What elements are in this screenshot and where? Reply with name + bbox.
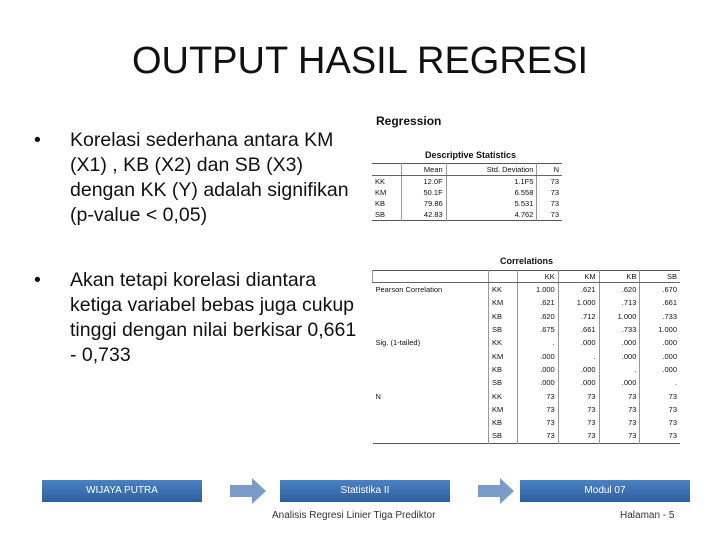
- column-header: [372, 164, 402, 176]
- table-cell: .620: [599, 283, 640, 297]
- table-cell: [373, 429, 489, 443]
- table-cell: 1.000: [517, 283, 558, 297]
- bullet-dot: •: [34, 269, 41, 291]
- table-cell: 1.1F5: [446, 176, 537, 188]
- page-number: Halaman - 5: [620, 510, 675, 521]
- table-cell: KK: [488, 389, 517, 402]
- bullet-item-2: [30, 268, 365, 368]
- footer-author: WIJAYA PUTRA: [86, 485, 158, 496]
- table-cell: KM: [488, 403, 517, 416]
- table-cell: .620: [517, 310, 558, 323]
- table-cell: Pearson Correlation: [375, 285, 443, 295]
- table-cell: .713: [599, 296, 640, 309]
- column-header: KM: [558, 271, 599, 283]
- table-row: [373, 336, 681, 349]
- table-cell: .: [517, 336, 558, 349]
- table-row: [372, 209, 562, 221]
- table-cell: [373, 363, 489, 376]
- table-cell: .661: [640, 296, 680, 309]
- footer-middle-box: [280, 480, 450, 502]
- table-row: [372, 187, 562, 198]
- table-cell: 73: [599, 403, 640, 416]
- table-cell: 73: [599, 416, 640, 429]
- table-row: [373, 349, 681, 362]
- table-cell: .000: [640, 336, 680, 349]
- table-cell: SB: [375, 210, 386, 219]
- table-cell: KM: [488, 296, 517, 309]
- table-row: [373, 416, 681, 429]
- footer-left-box: [42, 480, 202, 502]
- table-cell: 73: [517, 403, 558, 416]
- table-cell: 73: [640, 389, 680, 402]
- table-cell: .000: [517, 363, 558, 376]
- bullet-dot: •: [34, 129, 41, 151]
- table-row: [373, 310, 681, 323]
- table-cell: [373, 416, 489, 429]
- table-cell: 73: [517, 429, 558, 443]
- table-row: [373, 376, 681, 389]
- table-cell: .000: [640, 349, 680, 362]
- table-header-row: [373, 271, 681, 283]
- table-cell: 73: [537, 176, 562, 188]
- table-cell: 73: [558, 403, 599, 416]
- table-cell: [373, 296, 489, 309]
- table-cell: 73: [517, 416, 558, 429]
- table-cell: .000: [640, 363, 680, 376]
- table-cell: .733: [640, 310, 680, 323]
- table-row: [373, 323, 681, 336]
- table-cell: 73: [640, 416, 680, 429]
- column-header: KB: [599, 271, 640, 283]
- table-cell: .712: [558, 310, 599, 323]
- table-cell: KK: [488, 336, 517, 349]
- table-cell: KB: [375, 199, 386, 208]
- table-cell: 4.762: [446, 209, 537, 221]
- table-cell: Sig. (1-tailed): [375, 338, 421, 348]
- table-cell: .000: [517, 376, 558, 389]
- table-row: [372, 198, 562, 209]
- column-header: N: [537, 164, 562, 176]
- table-cell: 73: [537, 198, 562, 209]
- table-cell: 73: [517, 389, 558, 402]
- table-row: [372, 176, 562, 188]
- table-cell: 79.86: [402, 198, 446, 209]
- table-cell: .670: [640, 283, 680, 297]
- arrow-right-icon: [230, 478, 266, 504]
- regression-heading: Regression: [376, 114, 442, 128]
- table-cell: KB: [488, 310, 517, 323]
- arrow-right-icon: [478, 478, 514, 504]
- table-cell: .621: [558, 283, 599, 297]
- table-cell: SB: [488, 323, 517, 336]
- table-row: [373, 363, 681, 376]
- column-header: [488, 271, 517, 283]
- descriptive-stats-table: [372, 163, 562, 221]
- table-cell: KB: [488, 363, 517, 376]
- correlations-title: Correlations: [500, 256, 554, 266]
- bullet-item-1: [30, 128, 365, 228]
- table-cell: .: [599, 363, 640, 376]
- table-cell: .000: [558, 363, 599, 376]
- table-cell: SB: [488, 376, 517, 389]
- table-cell: .621: [517, 296, 558, 309]
- table-cell: 73: [537, 187, 562, 198]
- table-cell: .733: [599, 323, 640, 336]
- table-cell: 50.1F: [402, 187, 446, 198]
- table-cell: 73: [599, 429, 640, 443]
- table-cell: KM: [488, 349, 517, 362]
- table-cell: .000: [517, 349, 558, 362]
- table-cell: KK: [488, 283, 517, 297]
- table-cell: 5.531: [446, 198, 537, 209]
- bullet-text: Akan tetapi korelasi diantara ketiga variabel bebas juga cukup tinggi dengan nilai berkisar 0,661 - 0,733: [70, 269, 357, 366]
- table-cell: N: [375, 391, 381, 401]
- table-cell: KK: [375, 177, 386, 186]
- table-cell: .000: [599, 349, 640, 362]
- column-header: KK: [517, 271, 558, 283]
- footer-module: Modul 07: [584, 485, 626, 496]
- footer-subtitle: Analisis Regresi Linier Tiga Prediktor: [272, 510, 436, 521]
- table-cell: 6.558: [446, 187, 537, 198]
- table-cell: 73: [558, 429, 599, 443]
- table-cell: .661: [558, 323, 599, 336]
- table-row: [373, 403, 681, 416]
- descriptive-stats-title: Descriptive Statistics: [425, 150, 517, 160]
- table-cell: 1.000: [640, 323, 680, 336]
- table-cell: [373, 376, 489, 389]
- table-cell: 1.000: [599, 310, 640, 323]
- footer-right-box: [520, 480, 690, 502]
- table-row: [373, 283, 681, 297]
- table-cell: .000: [599, 336, 640, 349]
- table-cell: 73: [599, 389, 640, 402]
- correlations-table: [372, 270, 680, 444]
- table-cell: 73: [537, 209, 562, 221]
- column-header: [373, 271, 489, 283]
- column-header: Mean: [402, 164, 446, 176]
- table-cell: .000: [558, 336, 599, 349]
- table-cell: .000: [599, 376, 640, 389]
- table-cell: .000: [558, 376, 599, 389]
- column-header: SB: [640, 271, 680, 283]
- column-header: Std. Deviation: [446, 164, 537, 176]
- table-cell: 73: [558, 416, 599, 429]
- table-cell: .: [640, 376, 680, 389]
- table-cell: [373, 310, 489, 323]
- table-cell: [373, 403, 489, 416]
- table-cell: .675: [517, 323, 558, 336]
- table-cell: .: [558, 349, 599, 362]
- table-header-row: [372, 164, 562, 176]
- table-row: [373, 389, 681, 402]
- slide-title: OUTPUT HASIL REGRESI: [131, 40, 589, 82]
- table-cell: 73: [640, 403, 680, 416]
- table-cell: [373, 349, 489, 362]
- bullet-list: [30, 128, 365, 408]
- table-cell: 73: [558, 389, 599, 402]
- table-cell: KB: [488, 416, 517, 429]
- table-cell: 12.0F: [402, 176, 446, 188]
- table-cell: 1.000: [558, 296, 599, 309]
- table-row: [373, 296, 681, 309]
- footer-course: Statistika II: [340, 485, 390, 496]
- table-cell: [373, 323, 489, 336]
- table-cell: SB: [488, 429, 517, 443]
- bullet-text: Korelasi sederhana antara KM (X1) , KB (X2) dan SB (X3) dengan KK (Y) adalah signifikan (p-value < 0,05): [70, 129, 349, 226]
- table-cell: 42.83: [402, 209, 446, 221]
- table-cell: KM: [375, 188, 387, 197]
- table-cell: 73: [640, 429, 680, 443]
- table-row: [373, 429, 681, 443]
